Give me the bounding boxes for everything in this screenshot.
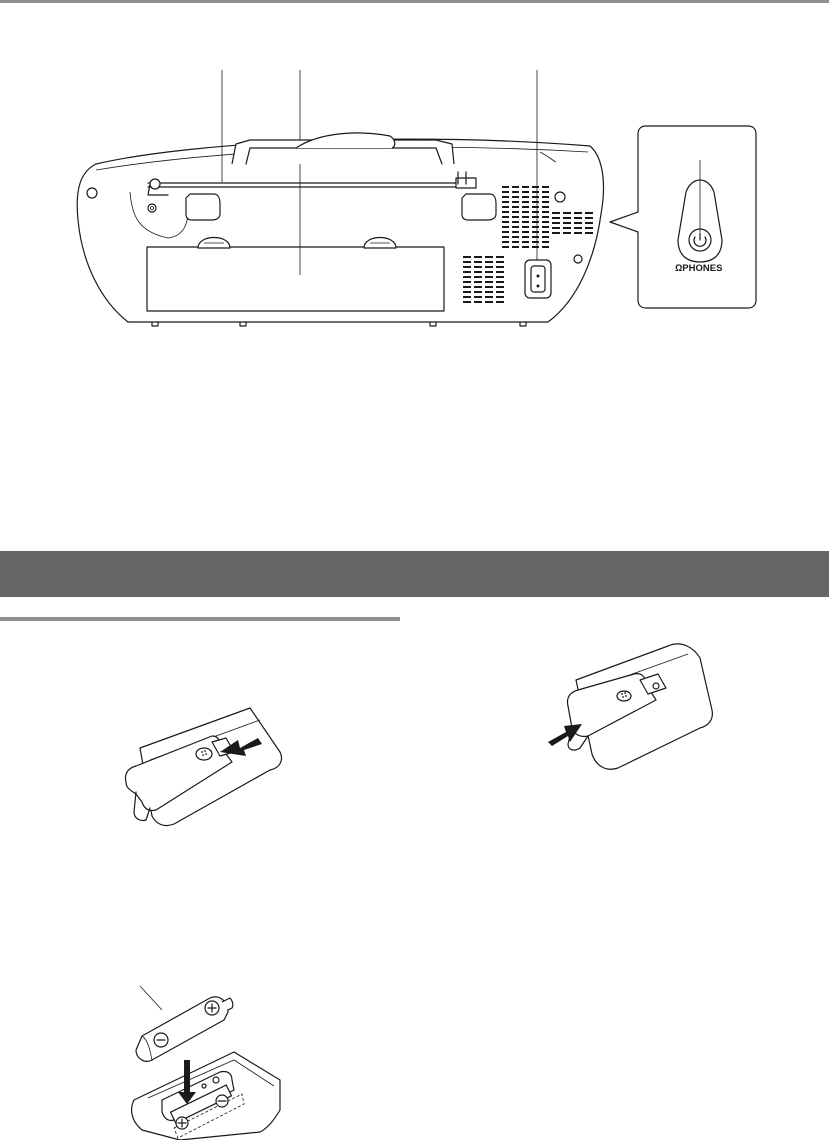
grille-slot [502, 226, 509, 228]
grille-slot [542, 241, 549, 243]
grille-slot [532, 191, 539, 193]
grille-slot [574, 222, 582, 224]
grille-slot [522, 216, 529, 218]
grille-slot [502, 241, 509, 243]
remote-cover-close-figure [548, 640, 718, 770]
grille-slot [574, 227, 582, 229]
grille-slot [585, 222, 593, 224]
grille-slot [485, 301, 493, 303]
grille-slot [532, 226, 539, 228]
stereo-body-outline [77, 139, 603, 322]
grille-slot [542, 191, 549, 193]
grille-slot [552, 212, 560, 214]
grille-slot [522, 221, 529, 223]
grille-slot [552, 227, 560, 229]
grille-slot [542, 246, 549, 248]
grille-slot [522, 246, 529, 248]
grille-slot [502, 191, 509, 193]
grille-slot [485, 256, 493, 258]
remote-cover-removal-figure [120, 708, 290, 828]
grille-slot [496, 266, 504, 268]
plus-symbol-icon [205, 1001, 219, 1015]
grille-slot [463, 271, 471, 273]
subsection-rule [0, 617, 400, 621]
grille-slot [512, 241, 519, 243]
grille-slot [574, 232, 582, 234]
grille-slot [496, 286, 504, 288]
grille-slot [563, 217, 571, 219]
pointer-line [140, 986, 162, 1010]
grille-slot [485, 296, 493, 298]
minus-symbol-icon [154, 1033, 168, 1047]
grille-slot [474, 276, 482, 278]
stereo-back-figure [0, 0, 829, 360]
grille-slot [474, 256, 482, 258]
grille-slot [585, 212, 593, 214]
battery-insertion-figure [124, 980, 284, 1140]
grille-slot [522, 186, 529, 188]
grille-slot [502, 211, 509, 213]
grille-slot [532, 246, 539, 248]
grille-slot [512, 221, 519, 223]
grille-slot [532, 186, 539, 188]
grille-slot [485, 276, 493, 278]
grille-slot [463, 286, 471, 288]
grille-slot [532, 201, 539, 203]
grille-slot [502, 186, 509, 188]
grille-slot [463, 296, 471, 298]
grille-slot [502, 246, 509, 248]
grille-slot [496, 301, 504, 303]
grille-slot [522, 236, 529, 238]
grille-slot [522, 201, 529, 203]
grille-slot [532, 196, 539, 198]
grille-slot [512, 211, 519, 213]
grille-slot [496, 296, 504, 298]
grille-slot [502, 236, 509, 238]
grille-slot [463, 291, 471, 293]
section-header-band [0, 551, 829, 597]
grille-slot [542, 186, 549, 188]
grille-slot [485, 266, 493, 268]
grille-slot [512, 226, 519, 228]
grille-slot [542, 216, 549, 218]
grille-slot [542, 201, 549, 203]
grille-slot [542, 221, 549, 223]
grille-slot [474, 291, 482, 293]
grille-slot [532, 211, 539, 213]
grille-slot [485, 291, 493, 293]
grille-slot [474, 296, 482, 298]
grille-slot [463, 276, 471, 278]
grille-slot [463, 256, 471, 258]
grille-slot [496, 276, 504, 278]
compartment-minus-icon [216, 1095, 228, 1107]
grille-slot [574, 212, 582, 214]
grille-slot [542, 196, 549, 198]
grille-slot [474, 266, 482, 268]
grille-slot [522, 241, 529, 243]
grille-slot [532, 236, 539, 238]
grille-slot [463, 261, 471, 263]
grille-slot [542, 231, 549, 233]
grille-slot [532, 216, 539, 218]
grille-slot [496, 261, 504, 263]
grille-slot [512, 231, 519, 233]
grille-slot [542, 206, 549, 208]
grille-slot [585, 227, 593, 229]
grille-slot [542, 236, 549, 238]
grille-slot [552, 222, 560, 224]
phones-jack-icon [525, 260, 551, 298]
grille-slot [485, 261, 493, 263]
grille-slot [522, 206, 529, 208]
grille-slot [502, 221, 509, 223]
phones-callout [610, 126, 756, 308]
grille-slot [474, 281, 482, 283]
compartment-plus-icon [176, 1117, 188, 1129]
grille-slot [563, 212, 571, 214]
grille-slot [502, 206, 509, 208]
grille-slot [502, 216, 509, 218]
grille-slot [512, 201, 519, 203]
grille-slot [485, 286, 493, 288]
battery-compartment-cover [147, 238, 444, 312]
grille-slot [512, 246, 519, 248]
grille-slot [542, 226, 549, 228]
grille-slot [512, 236, 519, 238]
grille-slot [502, 196, 509, 198]
grille-slot [474, 271, 482, 273]
grille-slot [542, 211, 549, 213]
grille-slot [502, 201, 509, 203]
grille-slot [496, 281, 504, 283]
remote-control-icon [567, 644, 712, 769]
aa-battery-icon [136, 997, 233, 1061]
grille-slot [522, 211, 529, 213]
remote-control-icon [125, 708, 281, 826]
grille-slot [552, 232, 560, 234]
grille-slot [563, 227, 571, 229]
grille-slot [496, 256, 504, 258]
grille-slot [496, 271, 504, 273]
grille-slot [552, 217, 560, 219]
grille-slot [463, 301, 471, 303]
grille-slot [532, 231, 539, 233]
grille-slot [485, 271, 493, 273]
grille-slot [512, 216, 519, 218]
grille-slot [496, 291, 504, 293]
grille-slot [512, 191, 519, 193]
grille-slot [512, 206, 519, 208]
grille-slot [522, 226, 529, 228]
grille-slot [463, 266, 471, 268]
grille-slot [512, 196, 519, 198]
grille-slot [502, 231, 509, 233]
grille-slot [532, 241, 539, 243]
grille-slot [532, 206, 539, 208]
grille-slot [512, 186, 519, 188]
remote-open-icon [132, 1052, 280, 1140]
grille-slot [522, 191, 529, 193]
grille-slot [585, 232, 593, 234]
grille-slot [474, 301, 482, 303]
phones-label: ΩPHONES [675, 263, 723, 274]
grille-slot [463, 281, 471, 283]
grille-slot [563, 222, 571, 224]
grille-slot [532, 221, 539, 223]
grille-slot [522, 231, 529, 233]
grille-slot [474, 261, 482, 263]
grille-slot [522, 196, 529, 198]
grille-slot [474, 286, 482, 288]
grille-slot [574, 217, 582, 219]
grille-slot [585, 217, 593, 219]
grille-slot [485, 281, 493, 283]
grille-slot [563, 232, 571, 234]
